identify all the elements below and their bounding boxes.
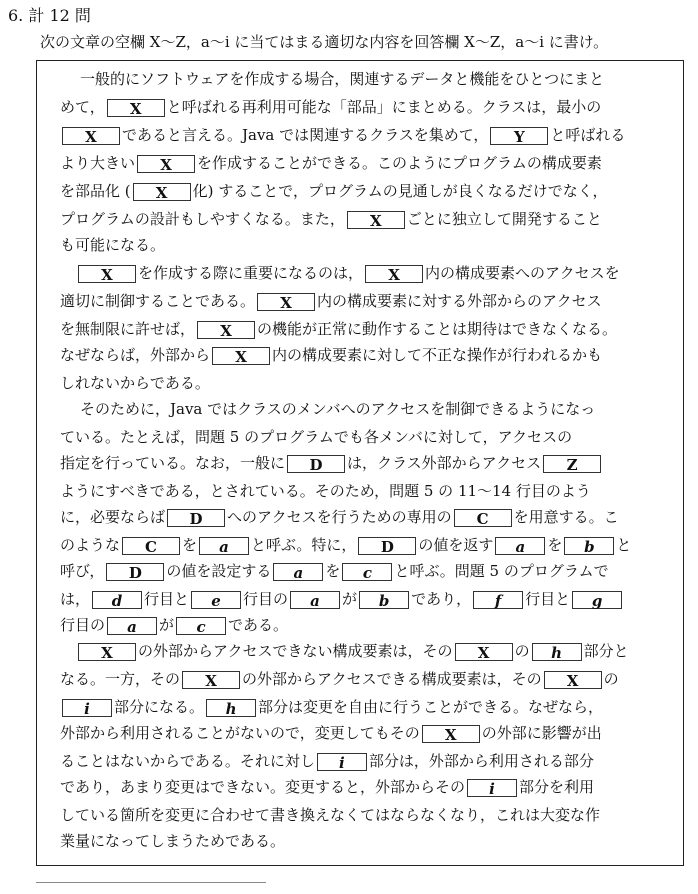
passage-line (60, 344, 602, 366)
passage-text-span: なぜならば，外部から (60, 346, 211, 364)
passage-text-span: と呼ぶ。特に， (251, 536, 357, 554)
passage-text-span: 指定を行っている。なお，一般に (60, 454, 286, 472)
passage-text-span: は，クラス外部からアクセス (347, 454, 542, 472)
passage-line (60, 560, 609, 582)
passage-text-span: 部分と (583, 642, 629, 660)
passage-text-span: と呼ばれる再利用可能な「部品」にまとめる。クラスは，最小の (166, 98, 602, 116)
passage-line (60, 180, 608, 202)
passage-text-span: の値を返す (418, 536, 494, 554)
passage-text-span: 呼び， (60, 562, 105, 580)
passage-text-span: である。 (228, 616, 289, 634)
passage-text-span: であり， (411, 590, 472, 608)
blank-box-Y: Y (490, 127, 548, 145)
blank-box-i: i (62, 699, 112, 717)
passage-text-span: の外部からアクセスできる構成要素は，その (242, 670, 542, 688)
blank-box-d: d (92, 591, 142, 609)
passage-text-span: 行目の (243, 590, 289, 608)
passage-line (60, 614, 288, 636)
passage-line (60, 588, 624, 610)
passage-line (60, 152, 602, 174)
blank-box-X: X (182, 671, 240, 689)
passage-text-span: であり，あまり変更はできない。変更すると，外部からその (60, 778, 466, 796)
blank-box-C: C (122, 537, 180, 555)
passage-line (60, 372, 210, 394)
passage-text-span: を (182, 536, 198, 554)
passage-text-span: 内の構成要素に対して不正な操作が行われるかも (272, 346, 603, 364)
blank-box-b: b (564, 537, 614, 555)
passage-text-span: より大きい (60, 154, 136, 172)
passage-text-span: しれないからである。 (60, 374, 210, 392)
blank-box-X: X (137, 155, 195, 173)
passage-line (60, 750, 594, 772)
passage-text-span: のような (60, 536, 121, 554)
passage-text-span: 部分は変更を自由に行うことができる。なぜなら， (258, 698, 604, 716)
blank-box-g: g (572, 591, 622, 609)
passage-line (60, 96, 601, 118)
blank-box-D: D (358, 537, 416, 555)
passage-text-span: を無制限に許せば， (60, 320, 196, 338)
blank-box-D: D (287, 455, 345, 473)
blank-box-X: X (212, 347, 270, 365)
blank-box-a: a (107, 617, 157, 635)
passage-text-span: へのアクセスを行うための専用の (227, 508, 452, 526)
passage-text-span: が (159, 616, 175, 634)
passage-line (60, 234, 165, 256)
passage-line (76, 262, 620, 284)
blank-box-a: a (290, 591, 340, 609)
passage-text-span: は， (60, 590, 91, 608)
blank-box-i: i (467, 779, 517, 797)
passage-text-span: そのために，Java ではクラスのメンバへのアクセスを制御できるようになっ (80, 400, 596, 418)
passage-text-span: の値を設定する (166, 562, 272, 580)
passage-text-span: ることはないからである。それに対し (60, 752, 315, 770)
passage-text-span: を作成することができる。このようにプログラムの構成要素 (197, 154, 602, 172)
passage-line (60, 124, 625, 146)
passage-line (60, 804, 600, 826)
blank-box-X: X (197, 321, 255, 339)
passage-line (60, 290, 602, 312)
passage-text-span: めて， (60, 98, 105, 116)
passage-text-span: 部分は，外部から利用される部分 (368, 752, 594, 770)
blank-box-X: X (62, 127, 120, 145)
passage-text-span: 化) することで，プログラムの見通しが良くなるだけでなく， (192, 182, 608, 200)
passage-line (80, 68, 604, 90)
blank-box-h: h (206, 699, 256, 717)
passage-text-span: 適切に制御することである。 (60, 292, 256, 310)
passage-text-span: 内の構成要素へのアクセスを (425, 264, 620, 282)
passage-text-span: であると言える。Java では関連するクラスを集めて， (122, 126, 489, 144)
passage-line (76, 640, 629, 662)
blank-box-i: i (317, 753, 367, 771)
blank-box-X: X (78, 643, 136, 661)
passage-text-span: 外部から利用されることがないので，変更してもその (60, 724, 420, 742)
passage-text-span: の外部に影響が出 (481, 724, 602, 742)
passage-text-span: 行目と (525, 590, 571, 608)
question-number: 6. (8, 6, 24, 25)
passage-text-span: 部分になる。 (114, 698, 205, 716)
blank-box-a: a (273, 563, 323, 581)
question-count: 計 12 問 (28, 6, 91, 25)
passage-line (60, 830, 285, 852)
blank-box-Z: Z (543, 455, 601, 473)
blank-box-a: a (495, 537, 545, 555)
blank-box-h: h (532, 643, 582, 661)
passage-text-span: が (342, 590, 358, 608)
passage-text-span: を (325, 562, 341, 580)
passage-text-span: ごとに独立して開発すること (406, 210, 602, 228)
passage-text-span: と呼ぶ。問題 5 のプログラムで (394, 562, 609, 580)
passage-text-span: している箇所を変更に合わせて書き換えなくてはならなくなり，これは大変な作 (60, 806, 601, 824)
blank-box-X: X (347, 211, 405, 229)
blank-box-C: C (454, 509, 512, 527)
passage-text-span: ようにすべきである，とされている。そのため，問題 5 の 11～14 行目のよう (60, 482, 591, 500)
blank-box-X: X (365, 265, 423, 283)
passage-text-span: に，必要ならば (60, 508, 166, 526)
question-header (8, 6, 91, 26)
passage-text-span: 一般的にソフトウェアを作成する場合，関連するデータと機能をひとつにまと (80, 70, 605, 88)
blank-box-X: X (257, 293, 315, 311)
passage-line (60, 480, 591, 502)
passage-text-span: の機能が正常に動作することは期待はできなくなる。 (257, 320, 618, 338)
passage-text-span: プログラムの設計もしやすくなる。また， (60, 210, 345, 228)
blank-box-b: b (359, 591, 409, 609)
passage-line (60, 722, 602, 744)
blank-box-X: X (544, 671, 602, 689)
blank-box-c: c (176, 617, 226, 635)
passage-text-span: なる。一方，その (60, 670, 181, 688)
passage-text-span: を部品化 ( (60, 182, 131, 200)
passage-line (60, 318, 617, 340)
passage-line (60, 776, 594, 798)
passage-line (60, 696, 603, 718)
passage-text-span: と (616, 536, 632, 554)
passage-text-span: ている。たとえば，問題 5 のプログラムでも各メンバに対して，アクセスの (60, 428, 573, 446)
passage-line (60, 452, 603, 474)
blank-box-X: X (422, 725, 480, 743)
blank-box-e: e (191, 591, 241, 609)
passage-text-span: の (514, 642, 530, 660)
passage-line (60, 668, 619, 690)
passage-line (60, 534, 631, 556)
blank-box-D: D (106, 563, 164, 581)
blank-box-c: c (342, 563, 392, 581)
passage-text-span: も可能になる。 (60, 236, 166, 254)
blank-box-f: f (473, 591, 523, 609)
blank-box-a: a (199, 537, 249, 555)
blank-box-X: X (133, 183, 191, 201)
passage-line (80, 398, 595, 420)
blank-box-X: X (78, 265, 136, 283)
bottom-divider (36, 882, 266, 883)
blank-box-X: X (455, 643, 513, 661)
passage-text-span: の外部からアクセスできない構成要素は，その (138, 642, 453, 660)
passage-text-span: を作成する際に重要になるのは， (138, 264, 364, 282)
passage-text-span: 業量になってしまうためである。 (60, 832, 286, 850)
passage-line (60, 506, 619, 528)
passage-line (60, 426, 572, 448)
passage-text-span: 行目の (60, 616, 106, 634)
passage-line (60, 208, 602, 230)
passage-text-span: を用意する。こ (513, 508, 619, 526)
instruction-text: 次の文章の空欄 X～Z，a～i に当てはまる適切な内容を回答欄 X～Z，a～i に書け。 (40, 33, 609, 51)
passage-text-span: を (547, 536, 563, 554)
passage-text-span: 部分を利用 (519, 778, 595, 796)
blank-box-D: D (167, 509, 225, 527)
passage-text-span: 行目と (144, 590, 190, 608)
blank-box-X: X (107, 99, 165, 117)
passage-text-span: と呼ばれる (550, 126, 626, 144)
passage-text-span: の (603, 670, 619, 688)
passage-text-span: 内の構成要素に対する外部からのアクセス (317, 292, 602, 310)
